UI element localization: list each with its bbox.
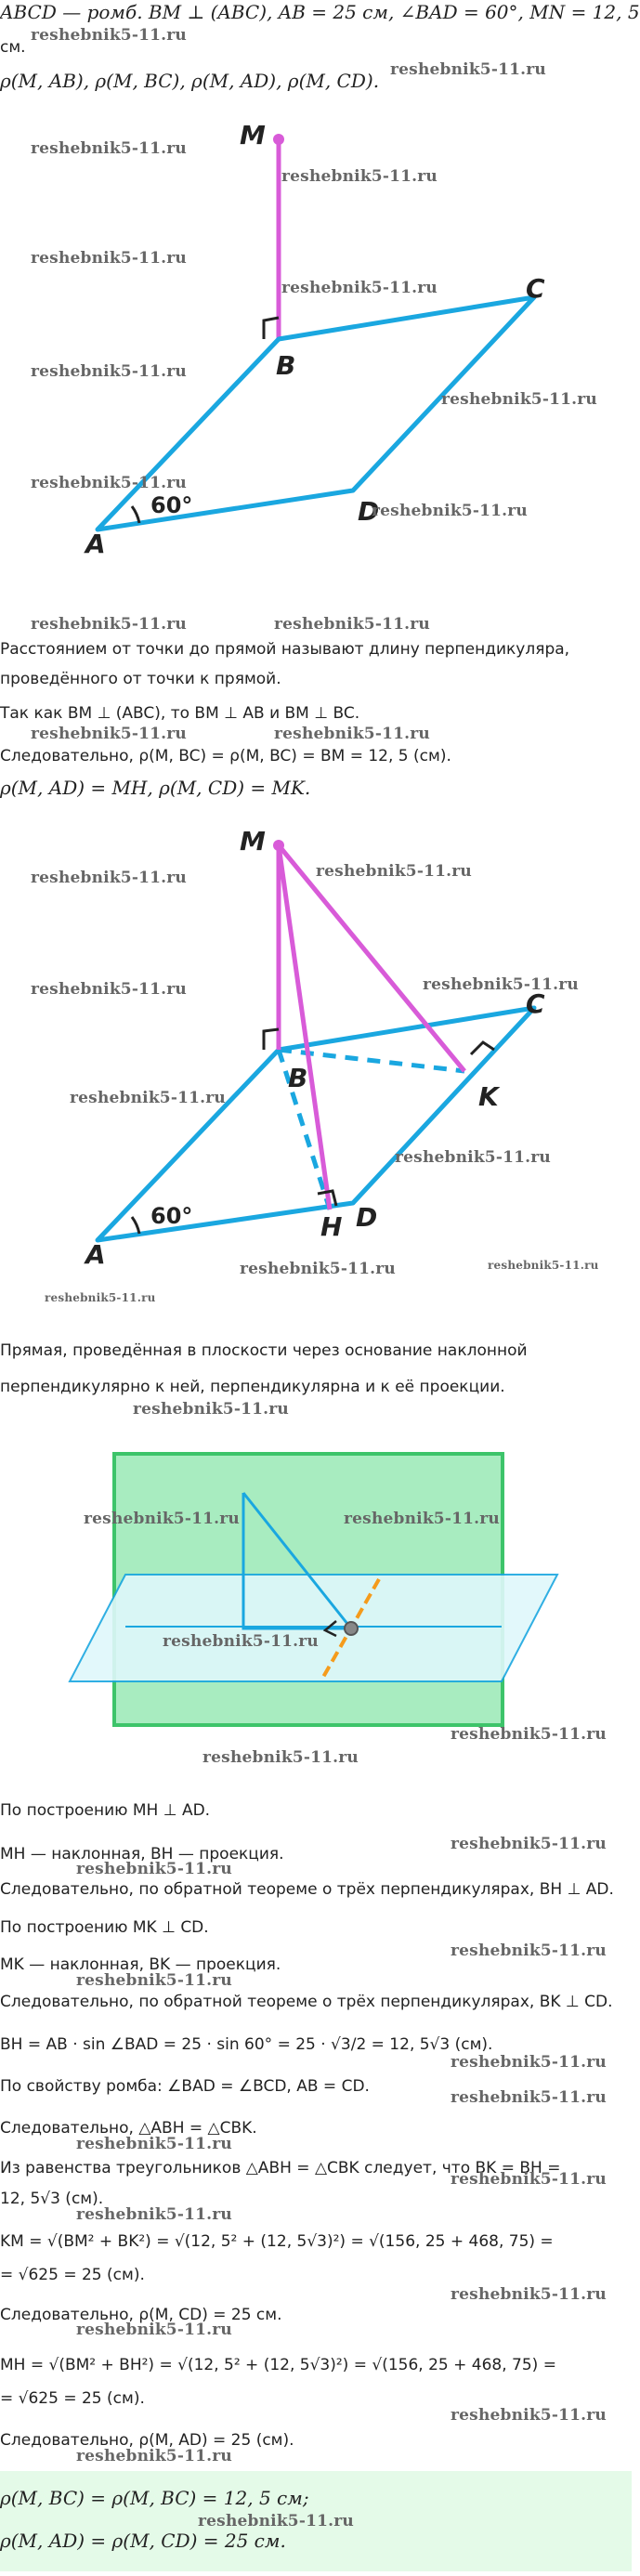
watermark: reshebnik5-11.ru — [31, 26, 187, 45]
problem-statement-line1: ABCD — ромб. BM ⊥ (ABC), AB = 25 см, ∠BAD = 60°, MN = 12, 5 — [0, 1, 640, 23]
label-b: B — [276, 350, 296, 381]
label-angle-60-2: 60° — [150, 1203, 193, 1229]
watermark: reshebnik5-11.ru — [31, 980, 187, 999]
watermark: reshebnik5-11.ru — [441, 390, 597, 409]
watermark: reshebnik5-11.ru — [31, 615, 187, 634]
watermark: reshebnik5-11.ru — [31, 725, 187, 743]
text-mh-formula-line2: = √625 = 25 (см). — [0, 2389, 145, 2408]
foot-point — [345, 1622, 358, 1635]
watermark: reshebnik5-11.ru — [84, 1510, 240, 1528]
watermark: reshebnik5-11.ru — [31, 362, 187, 381]
watermark: reshebnik5-11.ru — [45, 1291, 156, 1304]
watermark: reshebnik5-11.ru — [76, 1860, 232, 1878]
label-b-2: B — [288, 1063, 308, 1093]
text-rhombus-property: По свойству ромба: ∠BAD = ∠BCD, AB = CD. — [0, 2077, 370, 2096]
text-triangles-equal: Следовательно, △ABH = △CBK. — [0, 2119, 257, 2138]
watermark: reshebnik5-11.ru — [451, 2088, 607, 2107]
text-bh-perp-ad: Следовательно, по обратной теореме о трёх перпендикулярах, BH ⊥ AD. — [0, 1880, 614, 1899]
watermark: reshebnik5-11.ru — [395, 1148, 551, 1167]
watermark: reshebnik5-11.ru — [198, 2512, 354, 2530]
watermark: reshebnik5-11.ru — [451, 1942, 607, 1960]
label-angle-60: 60° — [150, 492, 193, 518]
watermark: reshebnik5-11.ru — [274, 615, 430, 634]
text-bk-equals-bh-line1: Из равенства треугольников △ABH = △CBK следует, что BK = BH = — [0, 2159, 561, 2177]
watermark: reshebnik5-11.ru — [133, 1400, 289, 1419]
angle-arc-a-2 — [132, 1217, 139, 1234]
point-m-2 — [273, 840, 284, 851]
text-bh-calculation: BH = AB · sin ∠BAD = 25 · sin 60° = 25 · √3/2 = 12, 5√3 (см). — [0, 2035, 493, 2054]
text-theorem-line1: Прямая, проведённая в плоскости через основание наклонной — [0, 1341, 528, 1360]
watermark: reshebnik5-11.ru — [202, 1748, 359, 1767]
watermark: reshebnik5-11.ru — [70, 1089, 226, 1107]
watermark: reshebnik5-11.ru — [451, 2170, 607, 2189]
angle-arc-a — [132, 506, 139, 523]
watermark: reshebnik5-11.ru — [451, 2053, 607, 2072]
watermark: reshebnik5-11.ru — [76, 2447, 232, 2465]
watermark: reshebnik5-11.ru — [451, 2285, 607, 2304]
label-c: C — [526, 273, 545, 304]
problem-question: ρ(M, AB), ρ(M, BC), ρ(M, AD), ρ(M, CD). — [0, 70, 380, 92]
text-since-line: Так как BM ⊥ (ABC), то BM ⊥ AB и BM ⊥ BC. — [0, 704, 360, 723]
point-m — [273, 134, 284, 145]
watermark: reshebnik5-11.ru — [423, 975, 579, 994]
text-mh-formula-line1: MH = √(BM² + BH²) = √(12, 5² + (12, 5√3)²) = √(156, 25 + 468, 75) = — [0, 2356, 556, 2374]
text-definition-line2: проведённого от точки к прямой. — [0, 670, 281, 688]
label-m: M — [240, 120, 266, 150]
watermark: reshebnik5-11.ru — [451, 1835, 607, 1853]
watermark: reshebnik5-11.ru — [76, 1971, 232, 1990]
text-rho-ad-result: Следовательно, ρ(M, AD) = 25 (см). — [0, 2431, 294, 2450]
problem-statement-line2: см. — [0, 38, 26, 57]
watermark: reshebnik5-11.ru — [274, 725, 430, 743]
text-rho-equalities: ρ(M, AD) = MH, ρ(M, CD) = MK. — [0, 777, 311, 799]
watermark: reshebnik5-11.ru — [31, 474, 187, 492]
watermark: reshebnik5-11.ru — [281, 167, 438, 186]
watermark: reshebnik5-11.ru — [76, 2135, 232, 2153]
label-d: D — [358, 496, 380, 527]
watermark: reshebnik5-11.ru — [451, 2406, 607, 2425]
answer-line1: ρ(M, BC) = ρ(M, BC) = 12, 5 см; — [0, 2487, 309, 2509]
text-theorem-line2: перпендикулярно к ней, перпендикулярна и к её проекции. — [0, 1378, 505, 1396]
text-mh-inclined: MH — наклонная, BH — проекция. — [0, 1845, 284, 1863]
watermark: reshebnik5-11.ru — [372, 502, 528, 520]
watermark: reshebnik5-11.ru — [316, 862, 472, 881]
text-definition-line1: Расстоянием от точки до прямой называют длину перпендикуляра, — [0, 640, 570, 659]
label-c-2: C — [526, 988, 545, 1019]
answer-line2: ρ(M, AD) = ρ(M, CD) = 25 см. — [0, 2530, 286, 2552]
watermark: reshebnik5-11.ru — [390, 60, 546, 79]
label-k: K — [478, 1081, 499, 1112]
watermark: reshebnik5-11.ru — [76, 2321, 232, 2339]
watermark: reshebnik5-11.ru — [76, 2205, 232, 2224]
watermark: reshebnik5-11.ru — [451, 1725, 607, 1744]
watermark: reshebnik5-11.ru — [488, 1259, 599, 1272]
text-rho-cd-result: Следовательно, ρ(M, CD) = 25 см. — [0, 2306, 282, 2324]
text-km-formula-line1: KM = √(BM² + BK²) = √(12, 5² + (12, 5√3)²) = √(156, 25 + 468, 75) = — [0, 2232, 554, 2251]
watermark: reshebnik5-11.ru — [31, 869, 187, 887]
text-bk-equals-bh-line2: 12, 5√3 (см). — [0, 2190, 104, 2208]
watermark: reshebnik5-11.ru — [163, 1632, 319, 1651]
watermark: reshebnik5-11.ru — [31, 249, 187, 268]
text-construction-mh: По построению MH ⊥ AD. — [0, 1801, 211, 1820]
text-bk-perp-cd: Следовательно, по обратной теореме о трёх перпендикулярах, BK ⊥ CD. — [0, 1993, 613, 2011]
text-mk-inclined: MK — наклонная, BK — проекция. — [0, 1955, 281, 1974]
watermark: reshebnik5-11.ru — [31, 139, 187, 158]
watermark: reshebnik5-11.ru — [344, 1510, 500, 1528]
figure-planes-theorem — [0, 1445, 632, 1733]
label-a-2: A — [85, 1239, 106, 1270]
text-construction-mk: По построению MK ⊥ CD. — [0, 1918, 209, 1937]
watermark: reshebnik5-11.ru — [240, 1260, 396, 1278]
label-h: H — [320, 1211, 343, 1242]
text-therefore-bm: Следовательно, ρ(M, BC) = ρ(M, BC) = BM = 12, 5 (см). — [0, 747, 451, 765]
watermark: reshebnik5-11.ru — [281, 279, 438, 297]
label-m-2: M — [240, 826, 266, 856]
label-d-2: D — [356, 1202, 378, 1233]
label-a: A — [85, 529, 106, 559]
text-km-formula-line2: = √625 = 25 (см). — [0, 2266, 145, 2284]
